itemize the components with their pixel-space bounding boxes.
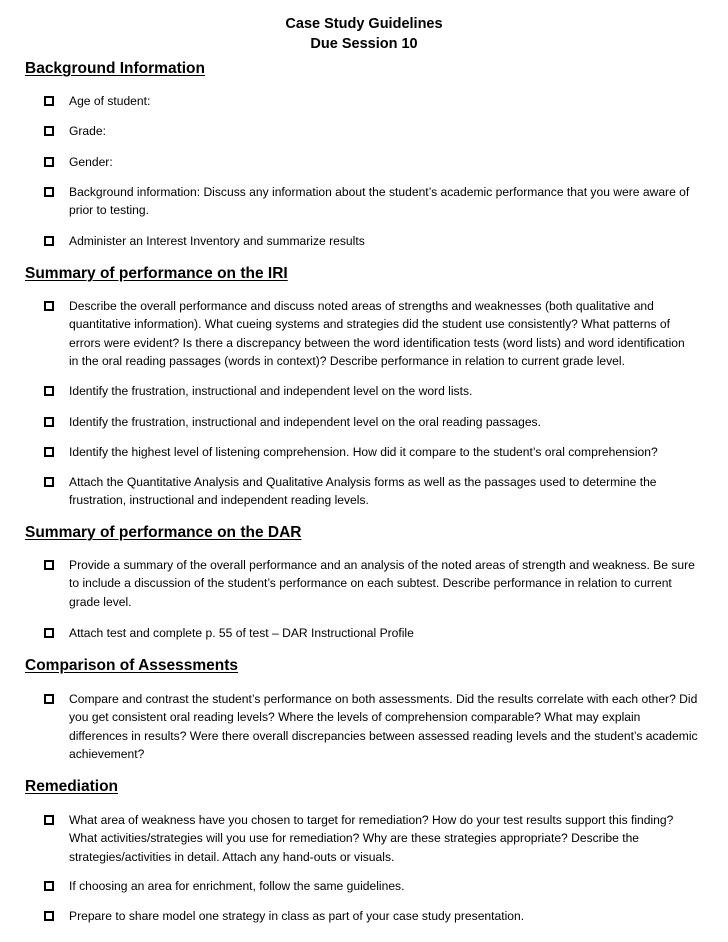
checkbox-icon bbox=[44, 628, 54, 638]
checklist-item bbox=[44, 232, 708, 250]
checklist-item bbox=[44, 153, 708, 171]
checklist-item-text: Background information: Discuss any information about the student’s academic performance that you were aware of prior to testing. bbox=[69, 185, 690, 218]
checkbox-icon bbox=[44, 477, 54, 487]
checklist-item bbox=[44, 443, 708, 461]
checklist-item-text: Identify the frustration, instructional and independent level on the word lists. bbox=[69, 384, 473, 398]
checklist-item bbox=[44, 92, 708, 110]
checklist-item-text: If choosing an area for enrichment, follow the same guidelines. bbox=[69, 879, 405, 893]
checklist-item-text: Gender: bbox=[69, 155, 113, 169]
checklist-item bbox=[44, 556, 708, 611]
checkbox-icon bbox=[44, 815, 54, 825]
checklist-item bbox=[44, 382, 708, 400]
checklist-item bbox=[44, 122, 708, 140]
checklist-item-text: Age of student: bbox=[69, 94, 151, 108]
checklist-item-text: Identify the highest level of listening comprehension. How did it compare to the student’s oral comprehension? bbox=[69, 445, 658, 459]
checkbox-icon bbox=[44, 236, 54, 246]
checklist-item bbox=[44, 877, 708, 895]
document-title: Case Study Guidelines bbox=[285, 16, 443, 32]
checklist-item bbox=[44, 690, 708, 763]
checkbox-icon bbox=[44, 417, 54, 427]
checkbox-icon bbox=[44, 560, 54, 570]
section-heading-remediation: Remediation bbox=[25, 778, 119, 795]
section-heading-comparison: Comparison of Assessments bbox=[25, 657, 239, 674]
checkbox-icon bbox=[44, 386, 54, 396]
checklist-item bbox=[44, 811, 708, 866]
section-heading-dar-summary: Summary of performance on the DAR bbox=[25, 524, 302, 541]
checkbox-icon bbox=[44, 96, 54, 106]
checkbox-icon bbox=[44, 157, 54, 167]
checklist-item-text: Prepare to share model one strategy in class as part of your case study presentation. bbox=[69, 909, 525, 923]
checkbox-icon bbox=[44, 301, 54, 311]
checklist-item bbox=[44, 413, 708, 431]
title-block bbox=[0, 14, 728, 54]
checklist-item bbox=[44, 473, 708, 510]
checklist-item bbox=[44, 907, 708, 925]
checkbox-icon bbox=[44, 126, 54, 136]
checkbox-icon bbox=[44, 911, 54, 921]
checklist-item-text: Describe the overall performance and discuss noted areas of strengths and weaknesses (both qualitative and quantitative information). What cueing systems and strategies did the student use consistently? What patterns of errors were evident? Is there a discrepancy between the word identification tests (word lists) and word identification in the oral reading passages (words in context)? Describe performance in relation to current grade level. bbox=[69, 299, 685, 368]
section-heading-iri-summary: Summary of performance on the IRI bbox=[25, 265, 288, 282]
due-date: Due Session 10 bbox=[310, 36, 418, 52]
checklist-item-text: What area of weakness have you chosen to target for remediation? How do your test results support this finding? What activities/strategies will you use for remediation? Why are these strategies appropriate? Describe the strategies/activities in detail. Attach any hand-outs or visuals. bbox=[69, 813, 674, 864]
checklist-item bbox=[44, 183, 708, 220]
checklist-item bbox=[44, 297, 708, 370]
checkbox-icon bbox=[44, 447, 54, 457]
checklist-item-text: Grade: bbox=[69, 124, 106, 138]
checkbox-icon bbox=[44, 694, 54, 704]
checklist-item bbox=[44, 624, 708, 642]
section-heading-background-information: Background Information bbox=[25, 60, 205, 77]
checkbox-icon bbox=[44, 187, 54, 197]
checklist-item-text: Attach test and complete p. 55 of test – DAR Instructional Profile bbox=[69, 626, 414, 640]
checklist-item-text: Identify the frustration, instructional and independent level on the oral reading passages. bbox=[69, 415, 541, 429]
checklist-item-text: Attach the Quantitative Analysis and Qualitative Analysis forms as well as the passages used to determine the frustration, instructional and independent reading levels. bbox=[69, 475, 657, 508]
checkbox-icon bbox=[44, 881, 54, 891]
checklist-item-text: Compare and contrast the student’s performance on both assessments. Did the results correlate with each other? Did you get consistent oral reading levels? Where the levels of comprehension comparable? What may explain differences in results? Were there overall discrepancies between assessed reading levels and the student’s academic achievement? bbox=[69, 692, 698, 761]
checklist-item-text: Provide a summary of the overall performance and an analysis of the noted areas of strength and weakness. Be sure to include a discussion of the student’s performance on each subtest. Describe performance in relation to current grade level. bbox=[69, 558, 695, 609]
checklist-item-text: Administer an Interest Inventory and summarize results bbox=[69, 234, 365, 248]
